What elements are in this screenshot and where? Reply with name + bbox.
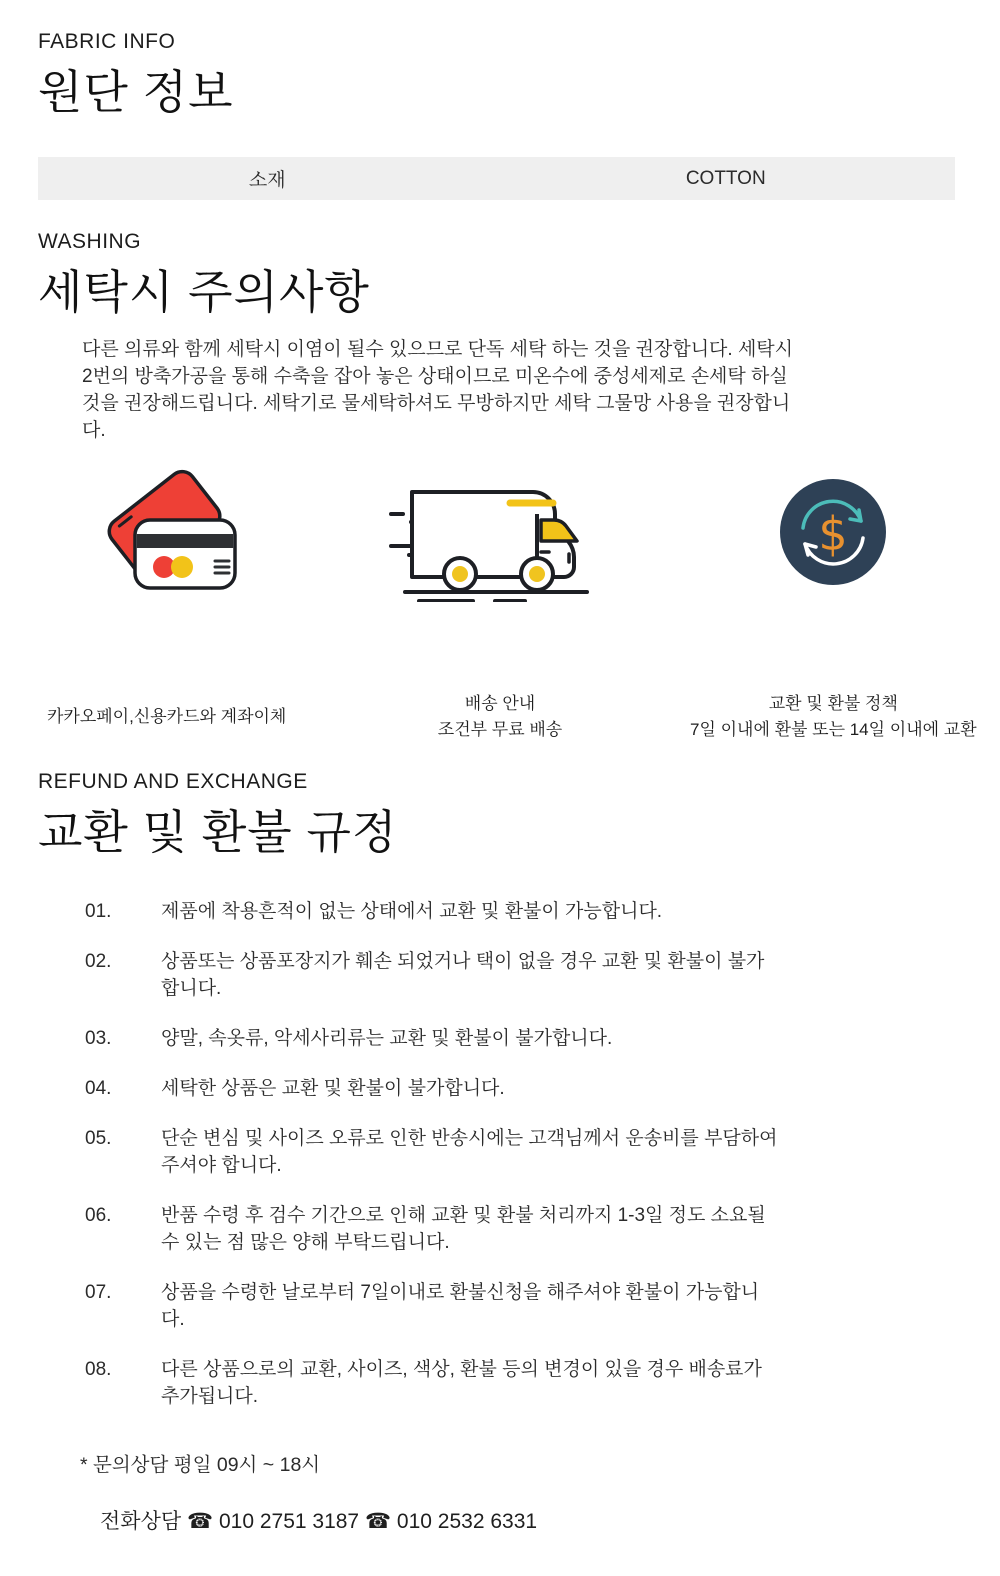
rule-text: 반품 수령 후 검수 기간으로 인해 교환 및 환불 처리까지 1-3일 정도 소요될 수 있는 점 많은 양해 부탁드립니다. <box>161 1205 766 1253</box>
caption-line: 배송 안내 <box>464 694 536 713</box>
rule-number: 02. <box>85 951 112 972</box>
credit-card-icon <box>87 462 247 602</box>
refund-rules-list <box>85 898 845 1433</box>
rule-number: 01. <box>85 901 112 922</box>
rule-item <box>85 948 845 1002</box>
washing-header <box>38 230 370 322</box>
contact-phone: 전화상담 ☎ 010 2751 3187 ☎ 010 2532 6331 <box>100 1510 538 1533</box>
washing-title: 세탁시 주의사항 <box>38 266 370 318</box>
refund-cycle-icon <box>777 462 889 602</box>
contact-hours: * 문의상담 평일 09시 ~ 18시 <box>80 1454 321 1476</box>
rule-item <box>85 898 845 925</box>
rule-text: 제품에 착용흔적이 없는 상태에서 교환 및 환불이 가능합니다. <box>161 901 663 922</box>
rule-number: 05. <box>85 1128 112 1149</box>
fabric-info-title: 원단 정보 <box>38 66 234 118</box>
rule-number: 06. <box>85 1205 112 1226</box>
rule-text: 상품을 수령한 날로부터 7일이내로 환불신청을 해주셔야 환불이 가능합니다. <box>161 1282 760 1330</box>
features-row <box>0 462 1000 744</box>
rule-text: 세탁한 상품은 교환 및 환불이 불가합니다. <box>161 1078 505 1099</box>
washing-paragraph: 다른 의류와 함께 세탁시 이염이 될수 있으므로 단독 세탁 하는 것을 권장합니다. 세탁시 2번의 방축가공을 통해 수축을 잡아 놓은 상태이므로 미온수에 중성세제로 손세탁 하실것을 권장해드립니다. 세탁기로 물세탁하셔도 무방하지만 세탁 그물망 사용을 권장합니다. <box>82 339 794 441</box>
caption-line: 조건부 무료 배송 <box>437 720 563 739</box>
rule-item <box>85 1202 845 1256</box>
rule-number: 04. <box>85 1078 112 1099</box>
rule-text: 단순 변심 및 사이즈 오류로 인한 반송시에는 고객님께서 운송비를 부담하여 주셔야 합니다. <box>161 1128 778 1176</box>
svg-text:$: $ <box>818 507 848 561</box>
fabric-info-eyebrow: FABRIC INFO <box>38 30 176 53</box>
feature-refund-caption <box>690 690 977 744</box>
rule-item <box>85 1279 845 1333</box>
rule-text: 상품또는 상품포장지가 훼손 되었거나 택이 없을 경우 교환 및 환불이 불가합니다. <box>161 951 765 999</box>
caption-line: 7일 이내에 환불 또는 14일 이내에 교환 <box>690 720 977 739</box>
rule-number: 08. <box>85 1359 112 1380</box>
feature-shipping <box>333 462 666 744</box>
material-value: COTTON <box>685 167 766 189</box>
rule-item <box>85 1025 845 1052</box>
rule-number: 07. <box>85 1282 112 1303</box>
rule-text: 다른 상품으로의 교환, 사이즈, 색상, 환불 등의 변경이 있을 경우 배송료가 추가됩니다. <box>161 1359 762 1407</box>
refund-eyebrow: REFUND AND EXCHANGE <box>38 770 308 793</box>
washing-eyebrow: WASHING <box>38 230 142 253</box>
rule-number: 03. <box>85 1028 112 1049</box>
rule-item <box>85 1125 845 1179</box>
delivery-truck-icon <box>385 462 615 602</box>
rule-text: 양말, 속옷류, 악세사리류는 교환 및 환불이 불가합니다. <box>161 1028 613 1049</box>
feature-payment <box>0 462 333 744</box>
feature-shipping-caption <box>438 690 562 744</box>
feature-payment-caption <box>47 690 286 744</box>
refund-header <box>38 770 397 862</box>
rule-item <box>85 1356 845 1410</box>
caption-line: 교환 및 환불 정책 <box>768 694 898 713</box>
fabric-info-header <box>38 30 234 122</box>
rule-item <box>85 1075 845 1102</box>
feature-refund <box>667 462 1000 744</box>
material-table-row <box>38 157 955 200</box>
refund-title: 교환 및 환불 규정 <box>38 806 398 858</box>
material-label: 소재 <box>248 170 286 191</box>
caption-line: 카카오페이,신용카드와 계좌이체 <box>46 707 287 726</box>
